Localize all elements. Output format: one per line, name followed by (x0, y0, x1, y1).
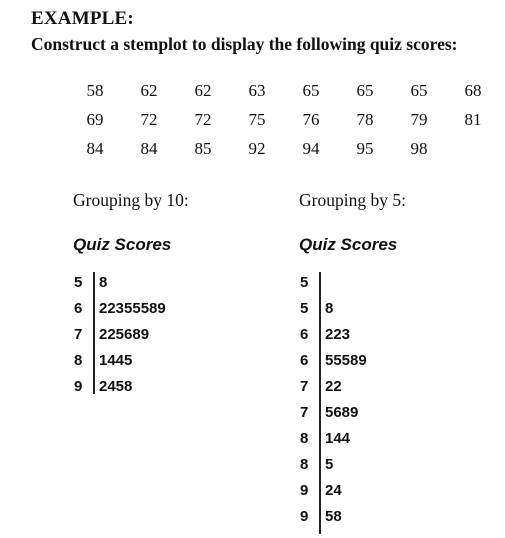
leaf-values (316, 270, 325, 296)
score-cell: 75 (248, 110, 266, 129)
stemplot-row (300, 400, 367, 426)
stem-value: 9 (74, 378, 83, 395)
score-cell: 84 (86, 139, 104, 158)
leaf-values: 5689 (325, 404, 359, 421)
stemplot-row (74, 374, 166, 400)
leaf-values: 1445 (99, 352, 133, 369)
score-cell: 78 (356, 110, 374, 129)
leaf-values: 55589 (325, 352, 367, 369)
score-cell: 95 (356, 139, 374, 158)
stem-value: 5 (300, 300, 309, 317)
score-cell: 58 (86, 81, 104, 100)
score-cell: 62 (140, 81, 158, 100)
leaf-values: 144 (325, 430, 351, 447)
stemplot-grouping-5 (300, 270, 367, 530)
stem-value: 9 (300, 508, 309, 525)
stem-value: 6 (300, 326, 309, 343)
leaf-values: 22355589 (99, 300, 166, 317)
grouping-by-10-label: Grouping by 10: (73, 190, 189, 210)
leaf-values: 24 (325, 482, 342, 499)
stemplot-row (300, 478, 367, 504)
grouping-by-5-label: Grouping by 5: (299, 190, 406, 210)
score-cell: 62 (194, 81, 212, 100)
score-cell: 63 (248, 81, 266, 100)
score-cell: 68 (464, 81, 482, 100)
stem-value: 6 (74, 300, 83, 317)
stemplot-row (300, 452, 367, 478)
leaf-values: 223 (325, 326, 351, 343)
score-cell: 79 (410, 110, 428, 129)
example-heading: EXAMPLE: (31, 8, 134, 29)
stemplot-row (300, 504, 367, 530)
stemplot-row (300, 426, 367, 452)
score-cell: 72 (140, 110, 158, 129)
stemplot-grouping-10 (74, 270, 166, 400)
stemplot-row (74, 348, 166, 374)
score-cell: 65 (356, 81, 374, 100)
stemplot-row (300, 322, 367, 348)
leaf-values: 5 (325, 456, 334, 473)
score-cell: 84 (140, 139, 158, 158)
score-cell: 92 (248, 139, 266, 158)
leaf-values: 8 (325, 300, 334, 317)
score-cell: 65 (410, 81, 428, 100)
stemplot-row (300, 374, 367, 400)
stem-value: 7 (74, 326, 83, 343)
score-cell: 85 (194, 139, 212, 158)
score-cell: 76 (302, 110, 320, 129)
score-cell: 94 (302, 139, 320, 158)
score-cell: 81 (464, 110, 482, 129)
plot-title-grouping-5: Quiz Scores (299, 235, 398, 254)
plot-title-grouping-10: Quiz Scores (73, 235, 172, 254)
leaf-values: 225689 (99, 326, 150, 343)
score-cell: 69 (86, 110, 104, 129)
stem-value: 8 (300, 430, 309, 447)
score-cell: 72 (194, 110, 212, 129)
stemplot-row (74, 322, 166, 348)
stem-value: 6 (300, 352, 309, 369)
instruction-text: Construct a stemplot to display the following quiz scores: (31, 34, 458, 54)
stemplot-row (300, 270, 367, 296)
stemplot-row (300, 296, 367, 322)
quiz-scores-table (68, 76, 500, 163)
stem-value: 7 (300, 404, 309, 421)
score-cell: 98 (410, 139, 428, 158)
score-cell: 65 (302, 81, 320, 100)
stem-value: 5 (300, 274, 309, 291)
leaf-values: 58 (325, 508, 342, 525)
stem-value: 8 (74, 352, 83, 369)
stem-value: 5 (74, 274, 83, 291)
stem-value: 7 (300, 378, 309, 395)
leaf-values: 22 (325, 378, 342, 395)
stem-value: 8 (300, 456, 309, 473)
leaf-values: 2458 (99, 378, 133, 395)
stemplot-row (300, 348, 367, 374)
stemplot-row (74, 270, 166, 296)
stem-value: 9 (300, 482, 309, 499)
leaf-values: 8 (99, 274, 108, 291)
stemplot-row (74, 296, 166, 322)
